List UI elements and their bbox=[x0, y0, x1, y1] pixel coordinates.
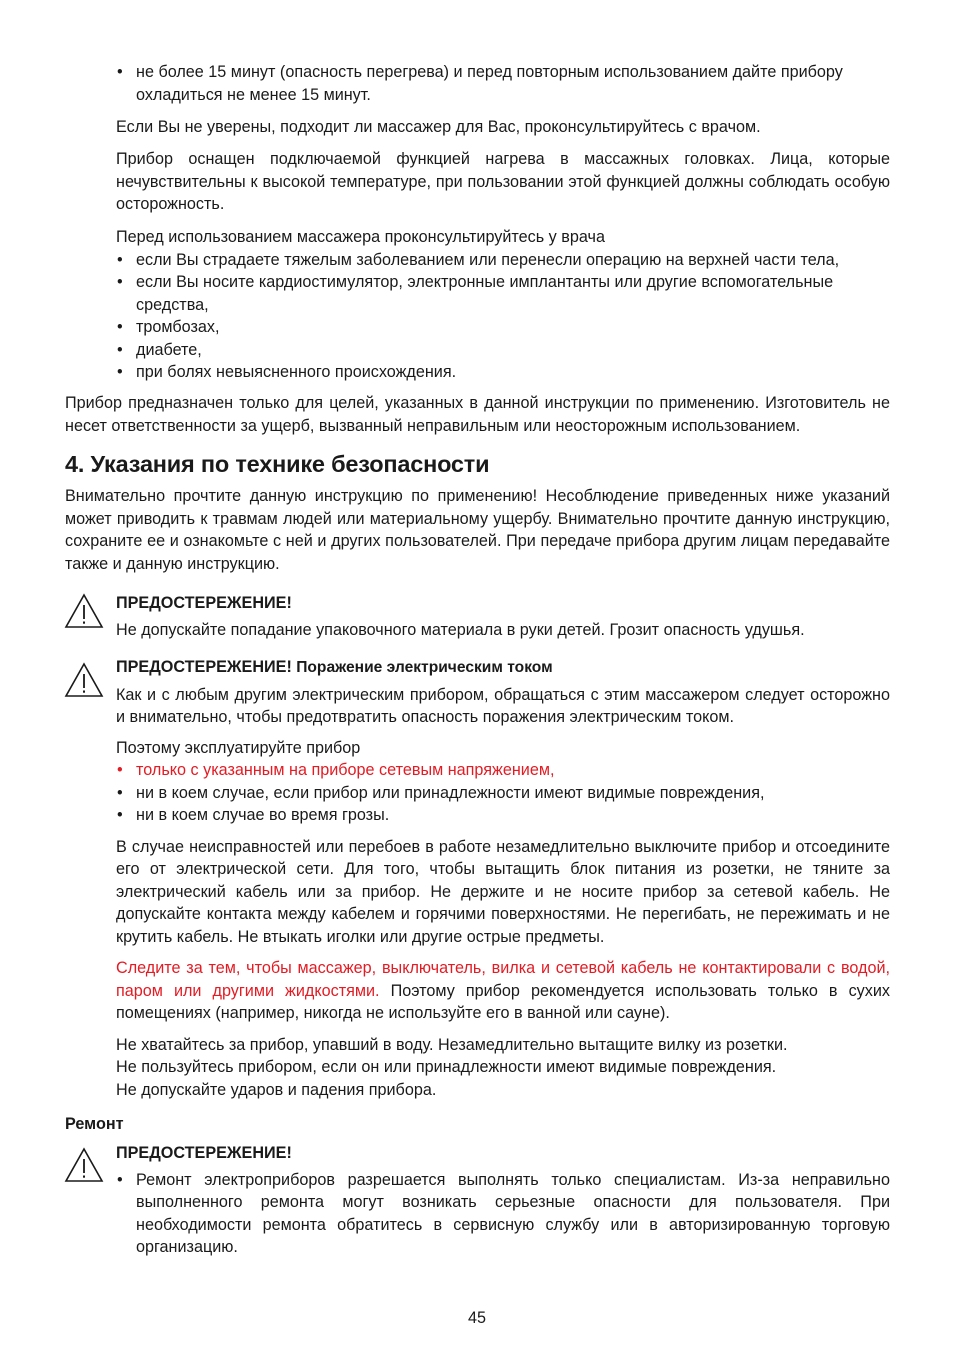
paragraph-purpose: Прибор предназначен только для целей, указанных в данной инструкции по применению. Изготовитель не несет ответственности за ущерб, вызванный неправильным или неосторожным использованием. bbox=[65, 394, 890, 435]
page-number: 45 bbox=[467, 1309, 486, 1327]
water-warning-cont: Поэтому прибор рекомендуется использовать только в сухих помещениях (например, никогда не используйте его в ванной или сауне). bbox=[116, 981, 890, 1022]
section-intro: Внимательно прочтите данную инструкцию по применению! Несоблюдение приведенных ниже указаний может приводить к травмам людей или материальному ущербу. Внимательно прочтите данную инструкцию, сохраните ее и ознакомьте с ней и других пользователей. При передаче прибора другим лицам передавайте также и данную инструкцию. bbox=[65, 487, 890, 573]
repair-list bbox=[116, 1169, 890, 1259]
warning-title: ПРЕДОСТЕРЕЖЕНИЕ! bbox=[116, 1144, 292, 1162]
list-item: • если Вы страдаете тяжелым заболеванием или перенесли операцию на верхней части тела, bbox=[116, 249, 890, 272]
warning-title: ПРЕДОСТЕРЕЖЕНИЕ! bbox=[116, 594, 292, 612]
paragraph-malfunction: В случае неисправностей или перебоев в работе незамедлительно выключите прибор и отсоедините его от электрической сети. Для того, чтобы вытащить блок питания из розетки, не тяните за электрический кабель или за прибор. Не держите и не носите прибор за сетевой кабель. Не допускайте контакта между кабелем и горячими поверхностями. Не перегибать, не пережимать и не крутить кабель. Не втыкать иголки или другие острые предметы. bbox=[116, 837, 890, 946]
warning-triangle-icon bbox=[64, 1147, 104, 1183]
list-item: • Ремонт электроприборов разрешается выполнять только специалистам. Из-за неправильно выполненного ремонта могут возникать серьезные опасности для пользователя. При необходимости ремонта обратитесь в сервисную службу или в авторизированную торговую организацию. bbox=[116, 1169, 890, 1259]
top-bullet-list bbox=[116, 61, 890, 106]
warning-title-main: ПРЕДОСТЕРЕЖЕНИЕ! bbox=[116, 658, 292, 676]
warning-triangle-icon bbox=[64, 593, 104, 629]
final-notes bbox=[116, 1034, 890, 1102]
warning-text: Не допускайте попадание упаковочного материала в руки детей. Грозит опасность удушья. bbox=[116, 620, 805, 639]
note-line: Не хватайтесь за прибор, упавший в воду. Незамедлительно вытащите вилку из розетки. bbox=[116, 1035, 788, 1054]
consult-list bbox=[116, 249, 890, 384]
section-title: 4. Указания по технике безопасности bbox=[65, 451, 490, 477]
list-item: • диабете, bbox=[116, 339, 890, 362]
water-warning-highlight: Следите за тем, чтобы массажер, выключатель, вилка и сетевой кабель не контактировали с водой, паром или другими жидкостями. bbox=[116, 959, 890, 1000]
operate-intro: Поэтому эксплуатируйте прибор bbox=[116, 738, 361, 757]
operate-list bbox=[116, 759, 890, 827]
warning-triangle-icon bbox=[64, 662, 104, 698]
paragraph-water bbox=[116, 957, 890, 1025]
repair-heading: Ремонт bbox=[65, 1115, 124, 1133]
list-item: • при болях невыясненного происхождения. bbox=[116, 361, 890, 384]
paragraph-unsure: Если Вы не уверены, подходит ли массажер для Вас, проконсультируйтесь с врачом. bbox=[116, 118, 761, 136]
list-item: • тромбозах, bbox=[116, 316, 890, 339]
warning-text: Как и с любым другим электрическим прибором, обращаться с этим массажером следует осторожно и внимательно, чтобы предотвратить опасность поражения электрическим током. bbox=[116, 685, 890, 726]
warning-packaging bbox=[116, 592, 890, 641]
paragraph-heat-function: Прибор оснащен подключаемой функцией нагрева в массажных головках. Лица, которые нечувствительны к высокой температуре, при пользовании этой функцией должны соблюдать особую осторожность. bbox=[116, 150, 890, 213]
consult-doctor-block bbox=[116, 226, 890, 384]
warning-repair bbox=[116, 1142, 890, 1259]
consult-intro: Перед использованием массажера проконсультируйтесь у врача bbox=[116, 228, 605, 246]
note-line: Не пользуйтесь прибором, если он или принадлежности имеют видимые повреждения. bbox=[116, 1058, 777, 1076]
warning-title bbox=[116, 656, 890, 680]
list-item: • если Вы носите кардиостимулятор, электронные имплантанты или другие вспомогательные средства, bbox=[116, 271, 890, 316]
warning-electric-shock bbox=[116, 656, 890, 1101]
list-item-highlight: • только с указанным на приборе сетевым напряжением, bbox=[116, 759, 890, 782]
warning-subtitle: Поражение электрическим током bbox=[291, 659, 553, 676]
list-item: • не более 15 минут (опасность перегрева) и перед повторным использованием дайте прибору охладиться не менее 15 минут. bbox=[116, 61, 890, 106]
list-item: • ни в коем случае, если прибор или принадлежности имеют видимые повреждения, bbox=[116, 782, 890, 805]
list-item: • ни в коем случае во время грозы. bbox=[116, 804, 890, 827]
note-line: Не допускайте ударов и падения прибора. bbox=[116, 1080, 437, 1099]
